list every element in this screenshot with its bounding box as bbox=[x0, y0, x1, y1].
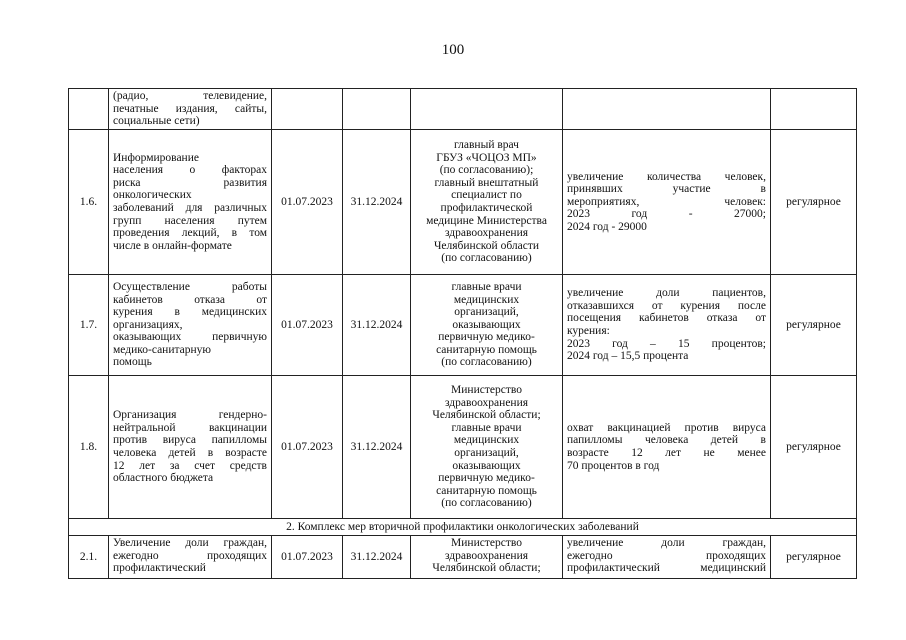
cell-line: заболеваний для различных bbox=[113, 202, 267, 214]
table-row bbox=[69, 130, 857, 275]
cell-line: первичную медико- bbox=[438, 331, 535, 344]
cell-line: Челябинской области; bbox=[432, 409, 541, 422]
cell-line: папилломы человека детей в bbox=[567, 434, 766, 447]
expected-result bbox=[563, 130, 771, 275]
cell-line: областного бюджета bbox=[113, 472, 214, 485]
responsible bbox=[411, 536, 563, 579]
cell-line: санитарную помощь bbox=[436, 343, 537, 356]
start-date: 01.07.2023 bbox=[272, 130, 343, 275]
cell-line: курения: bbox=[567, 325, 610, 337]
cell-line: (по согласованию) bbox=[441, 252, 532, 265]
cell-line: Челябинской области bbox=[433, 239, 540, 252]
cell-line: 2024 год – 15,5 процента bbox=[567, 350, 689, 363]
expected-result bbox=[563, 376, 771, 519]
responsible bbox=[411, 89, 563, 130]
cell-line: печатные издания, сайты, bbox=[113, 102, 267, 115]
item-number: 2.1. bbox=[69, 536, 109, 579]
cell-line: социальные сети) bbox=[113, 115, 200, 128]
item-number: 1.8. bbox=[69, 376, 109, 519]
cell-line: главные врачи bbox=[451, 280, 522, 293]
cell-line: здравоохранения bbox=[444, 227, 529, 240]
frequency: регулярное bbox=[771, 376, 857, 519]
cell-line: принявших участие в bbox=[567, 183, 766, 196]
cell-line: ГБУЗ «ЧОЦОЗ МП» bbox=[436, 151, 537, 164]
cell-line: охват вакцинацией против вируса bbox=[567, 421, 766, 434]
cell-line: человека детей в возрасте bbox=[113, 447, 267, 459]
cell-line: оказывающих первичную bbox=[113, 331, 267, 344]
cell-line: проведения лекций, в том bbox=[113, 227, 267, 240]
cell-line: Увеличение доли граждан, bbox=[113, 537, 267, 549]
end-date: 31.12.2024 bbox=[343, 130, 411, 275]
cell-line: специалист по bbox=[451, 189, 522, 202]
cell-line: отказавшихся от курения после bbox=[567, 299, 766, 312]
cell-line: онкологических bbox=[113, 189, 192, 202]
plan-table bbox=[68, 88, 857, 579]
end-date: 31.12.2024 bbox=[343, 275, 411, 376]
cell-line: медицине Министерства bbox=[426, 214, 547, 227]
cell-line: посещения кабинетов отказа от bbox=[567, 312, 766, 325]
frequency bbox=[771, 89, 857, 130]
start-date bbox=[272, 89, 343, 130]
cell-line: главный врач bbox=[454, 139, 519, 152]
cell-line: Информирование bbox=[113, 151, 199, 164]
item-description bbox=[109, 536, 272, 579]
cell-line: профилактический bbox=[113, 562, 206, 575]
cell-line: Осуществление работы bbox=[113, 280, 267, 293]
cell-line: медицинских bbox=[453, 434, 520, 447]
frequency: регулярное bbox=[771, 130, 857, 275]
cell-line: помощь bbox=[113, 356, 152, 369]
table-row bbox=[69, 89, 857, 130]
cell-line: 70 процентов в год bbox=[567, 459, 660, 472]
cell-line: Министерство bbox=[451, 537, 522, 549]
cell-line: Челябинской области; bbox=[432, 562, 541, 575]
end-date bbox=[343, 89, 411, 130]
cell-line: увеличение доли граждан, bbox=[567, 537, 766, 549]
cell-line: 2023 год – 15 процентов; bbox=[567, 337, 766, 350]
cell-line: курения в медицинских bbox=[113, 306, 267, 319]
section-title: 2. Комплекс мер вторичной профилактики онкологических заболеваний bbox=[69, 519, 857, 536]
cell-line: главные врачи bbox=[451, 421, 522, 434]
cell-line: против вируса папилломы bbox=[113, 434, 267, 447]
cell-line: 2023 год - 27000; bbox=[567, 208, 766, 221]
cell-line: здравоохранения bbox=[444, 549, 529, 562]
cell-line: организациях, bbox=[113, 318, 183, 331]
start-date: 01.07.2023 bbox=[272, 536, 343, 579]
cell-line: ежегодно проходящих bbox=[113, 549, 267, 562]
cell-line: организаций, bbox=[454, 447, 519, 459]
cell-line: населения о факторах bbox=[113, 164, 267, 177]
item-number bbox=[69, 89, 109, 130]
table-row bbox=[69, 536, 857, 579]
item-number: 1.6. bbox=[69, 130, 109, 275]
page-number: 100 bbox=[441, 42, 465, 58]
item-number: 1.7. bbox=[69, 275, 109, 376]
cell-line: (по согласованию); bbox=[439, 164, 534, 177]
responsible bbox=[411, 130, 563, 275]
cell-line: кабинетов отказа от bbox=[113, 293, 267, 306]
expected-result bbox=[563, 275, 771, 376]
item-description bbox=[109, 89, 272, 130]
expected-result bbox=[563, 536, 771, 579]
cell-line: 2024 год - 29000 bbox=[567, 220, 647, 233]
start-date: 01.07.2023 bbox=[272, 275, 343, 376]
cell-line: главный внештатный bbox=[434, 176, 539, 189]
cell-line: первичную медико- bbox=[438, 472, 535, 485]
cell-line: увеличение доли пациентов, bbox=[567, 287, 766, 300]
cell-line: мероприятиях, человек: bbox=[567, 195, 766, 208]
responsible bbox=[411, 376, 563, 519]
cell-line: профилактической bbox=[440, 202, 533, 214]
start-date: 01.07.2023 bbox=[272, 376, 343, 519]
cell-line: оказывающих bbox=[452, 318, 521, 331]
frequency: регулярное bbox=[771, 275, 857, 376]
responsible bbox=[411, 275, 563, 376]
cell-line: (по согласованию) bbox=[441, 497, 532, 510]
cell-line: здравоохранения bbox=[444, 396, 529, 409]
cell-line: (по согласованию) bbox=[441, 356, 532, 369]
cell-line: Организация гендерно- bbox=[113, 409, 267, 422]
end-date: 31.12.2024 bbox=[343, 376, 411, 519]
cell-line: оказывающих bbox=[452, 459, 521, 472]
cell-line: организаций, bbox=[454, 306, 519, 319]
cell-line: профилактический медицинский bbox=[567, 562, 766, 575]
item-description bbox=[109, 275, 272, 376]
cell-line: риска развития bbox=[113, 176, 267, 189]
item-description bbox=[109, 376, 272, 519]
cell-line: санитарную помощь bbox=[436, 484, 537, 497]
end-date: 31.12.2024 bbox=[343, 536, 411, 579]
frequency: регулярное bbox=[771, 536, 857, 579]
table-row bbox=[69, 275, 857, 376]
cell-line: нейтральной вакцинации bbox=[113, 421, 267, 434]
cell-line: ежегодно проходящих bbox=[567, 549, 766, 562]
section-row bbox=[69, 519, 857, 536]
table-row bbox=[69, 376, 857, 519]
cell-line: медико-санитарную bbox=[113, 343, 211, 356]
item-description bbox=[109, 130, 272, 275]
cell-line: возрасте 12 лет не менее bbox=[567, 447, 766, 459]
cell-line: 12 лет за счет средств bbox=[113, 459, 267, 472]
cell-line: (радио, телевидение, bbox=[113, 90, 267, 103]
cell-line: медицинских bbox=[453, 293, 520, 306]
cell-line: групп населения путем bbox=[113, 214, 267, 227]
cell-line: числе в онлайн-формате bbox=[113, 239, 232, 252]
expected-result bbox=[563, 89, 771, 130]
cell-line: Министерство bbox=[451, 384, 522, 397]
cell-line: увеличение количества человек, bbox=[567, 170, 766, 183]
